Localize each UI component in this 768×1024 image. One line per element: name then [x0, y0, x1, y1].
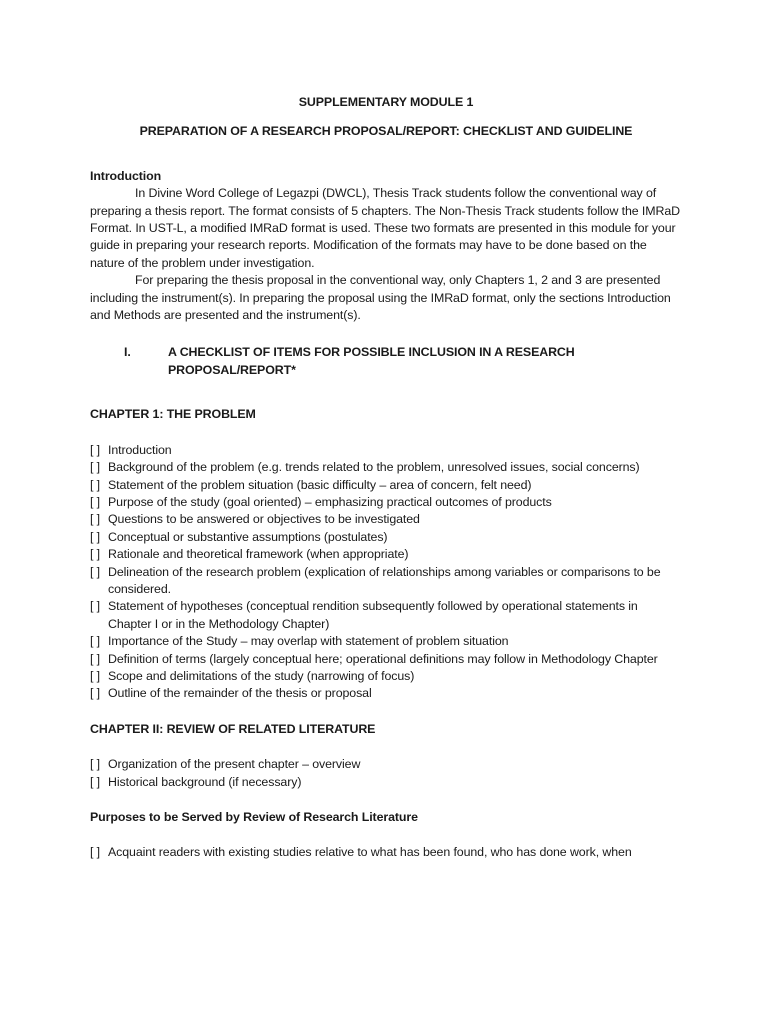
checkbox-icon: [ ] — [90, 599, 101, 614]
purposes-checklist — [90, 844, 682, 861]
checklist-item: [ ] Historical background (if necessary) — [90, 774, 682, 791]
checklist-item: [ ] Definition of terms (largely conceptual here; operational definitions may follow in Methodology Chapter — [90, 651, 682, 668]
checkbox-icon: [ ] — [90, 757, 101, 772]
checklist-item: [ ] Background of the problem (e.g. trends related to the problem, unresolved issues, social concerns) — [90, 459, 682, 476]
chapter-2-heading: CHAPTER II: REVIEW OF RELATED LITERATURE — [90, 721, 376, 736]
checkbox-icon: [ ] — [90, 460, 101, 475]
section-one-heading — [90, 344, 682, 379]
checklist-item: [ ] Rationale and theoretical framework (when appropriate) — [90, 546, 682, 563]
checklist-item: [ ] Acquaint readers with existing studies relative to what has been found, who has done work, when — [90, 844, 682, 861]
checklist-item: [ ] Purpose of the study (goal oriented) – emphasizing practical outcomes of products — [90, 494, 682, 511]
checkbox-icon: [ ] — [90, 494, 101, 509]
checkbox-icon: [ ] — [90, 774, 101, 789]
checklist-item: [ ] Scope and delimitations of the study (narrowing of focus) — [90, 668, 682, 685]
introduction-paragraph-2: For preparing the thesis proposal in the conventional way, only Chapters 1, 2 and 3 are presented including the instrument(s). In preparing the proposal using the IMRaD format, only the sections Introduction and Methods are presented and the instrument(s). — [90, 273, 671, 323]
checkbox-icon: [ ] — [90, 668, 101, 683]
checkbox-icon: [ ] — [90, 651, 101, 666]
checklist-item: [ ] Delineation of the research problem (explication of relationships among variables or comparisons to be considered. — [90, 564, 682, 599]
checkbox-icon: [ ] — [90, 442, 101, 457]
checklist-item: [ ] Organization of the present chapter – overview — [90, 756, 682, 773]
checklist-item: [ ] Conceptual or substantive assumptions (postulates) — [90, 529, 682, 546]
checkbox-icon: [ ] — [90, 547, 101, 562]
checklist-item: [ ] Questions to be answered or objectives to be investigated — [90, 511, 682, 528]
chapter-2-checklist — [90, 756, 682, 791]
document-title: PREPARATION OF A RESEARCH PROPOSAL/REPORT: CHECKLIST AND GUIDELINE — [139, 124, 633, 139]
checklist-item: [ ] Statement of hypotheses (conceptual rendition subsequently followed by operational statements in Chapter I or in the Methodology Chapter) — [90, 598, 682, 633]
introduction-heading: Introduction — [90, 168, 162, 183]
checkbox-icon: [ ] — [90, 686, 101, 701]
chapter-1-heading: CHAPTER 1: THE PROBLEM — [90, 407, 256, 422]
module-title: SUPPLEMENTARY MODULE 1 — [298, 95, 474, 109]
checkbox-icon: [ ] — [90, 512, 101, 527]
checklist-item: [ ] Importance of the Study – may overlap with statement of problem situation — [90, 633, 682, 650]
section-one-numeral: I. — [124, 345, 131, 360]
section-one-title: A CHECKLIST OF ITEMS FOR POSSIBLE INCLUSION IN A RESEARCH PROPOSAL/REPORT* — [167, 345, 575, 377]
checkbox-icon: [ ] — [90, 634, 101, 649]
introduction-paragraph-1: In Divine Word College of Legazpi (DWCL), Thesis Track students follow the conventional way of preparing a thesis report. The format consists of 5 chapters. The Non-Thesis Track students follow the IMRaD Format. In UST-L, a modified IMRaD format is used. These two formats are presented in this module for your guide in preparing your research reports. Modification of the formats may have to be done based on the nature of the problem under investigation. — [90, 186, 680, 270]
purposes-heading: Purposes to be Served by Review of Research Literature — [90, 810, 418, 824]
document-body — [90, 94, 682, 862]
checkbox-icon: [ ] — [90, 845, 101, 860]
checkbox-icon: [ ] — [90, 564, 101, 579]
checkbox-icon: [ ] — [90, 529, 101, 544]
checklist-item: [ ] Introduction — [90, 442, 682, 459]
chapter-1-checklist — [90, 442, 682, 703]
checklist-item: [ ] Outline of the remainder of the thesis or proposal — [90, 685, 682, 702]
checklist-item: [ ] Statement of the problem situation (basic difficulty – area of concern, felt need) — [90, 477, 682, 494]
checkbox-icon: [ ] — [90, 477, 101, 492]
